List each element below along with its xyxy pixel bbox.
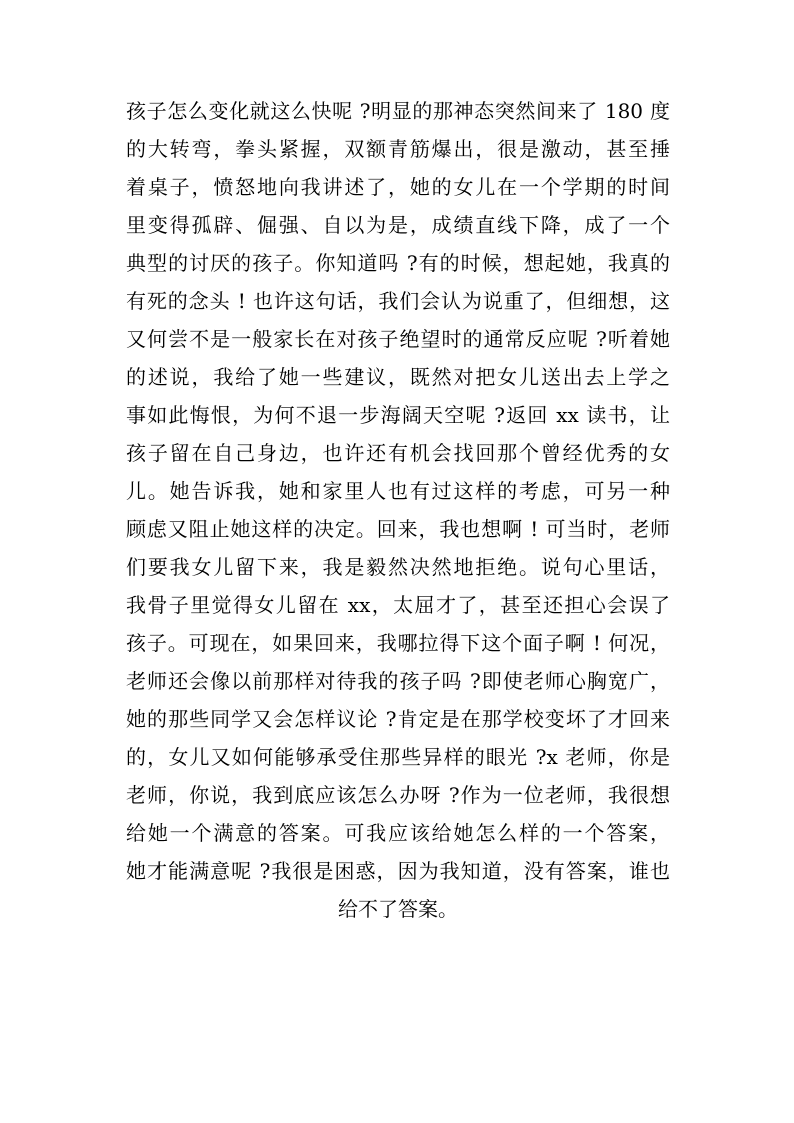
text-line: 给她一个满意的答案。可我应该给她怎么样的一个答案， bbox=[126, 821, 670, 845]
text-line: 又何尝不是一般家长在对孩子绝望时的通常反应呢 ?听着她 bbox=[126, 327, 670, 351]
text-line: 有死的念头 ! 也许这句话，我们会认为说重了，但细想，这 bbox=[126, 289, 670, 313]
text-line: 的，女儿又如何能够承受住那些异样的眼光 ?x 老师，你是 bbox=[126, 745, 670, 769]
text-line: 典型的讨厌的孩子。你知道吗 ?有的时候，想起她，我真的 bbox=[126, 251, 670, 275]
text-line: 老师，你说，我到底应该怎么办呀 ?作为一位老师，我很想 bbox=[126, 783, 670, 807]
text-line: 孩子。可现在，如果回来，我哪拉得下这个面子啊 ! 何况， bbox=[126, 631, 670, 655]
text-line: 顾虑又阻止她这样的决定。回来，我也想啊 ! 可当时，老师 bbox=[126, 517, 670, 541]
text-line: 孩子怎么变化就这么快呢 ?明显的那神态突然间来了 180 度 bbox=[126, 99, 670, 123]
text-line-last: 给不了答案。 bbox=[338, 897, 458, 921]
text-line: 儿。她告诉我，她和家里人也有过这样的考虑，可另一种 bbox=[126, 479, 670, 503]
text-line: 事如此悔恨，为何不退一步海阔天空呢 ?返回 xx 读书，让 bbox=[126, 403, 670, 427]
text-line: 的大转弯，拳头紧握，双额青筋爆出，很是激动，甚至捶 bbox=[126, 137, 670, 161]
text-line: 里变得孤辟、倔强、自以为是，成绩直线下降，成了一个 bbox=[126, 213, 670, 237]
text-line: 她才能满意呢 ?我很是困惑，因为我知道，没有答案，谁也 bbox=[126, 859, 670, 883]
text-line: 我骨子里觉得女儿留在 xx，太屈才了，甚至还担心会误了 bbox=[126, 593, 670, 617]
text-line: 老师还会像以前那样对待我的孩子吗 ?即使老师心胸宽广， bbox=[126, 669, 670, 693]
text-line: 孩子留在自己身边，也许还有机会找回那个曾经优秀的女 bbox=[126, 441, 670, 465]
text-line: 她的那些同学又会怎样议论 ?肯定是在那学校变坏了才回来 bbox=[126, 707, 670, 731]
text-line: 着桌子，愤怒地向我讲述了，她的女儿在一个学期的时间 bbox=[126, 175, 670, 199]
text-line: 们要我女儿留下来，我是毅然决然地拒绝。说句心里话， bbox=[126, 555, 670, 579]
text-line: 的述说，我给了她一些建议，既然对把女儿送出去上学之 bbox=[126, 365, 670, 389]
